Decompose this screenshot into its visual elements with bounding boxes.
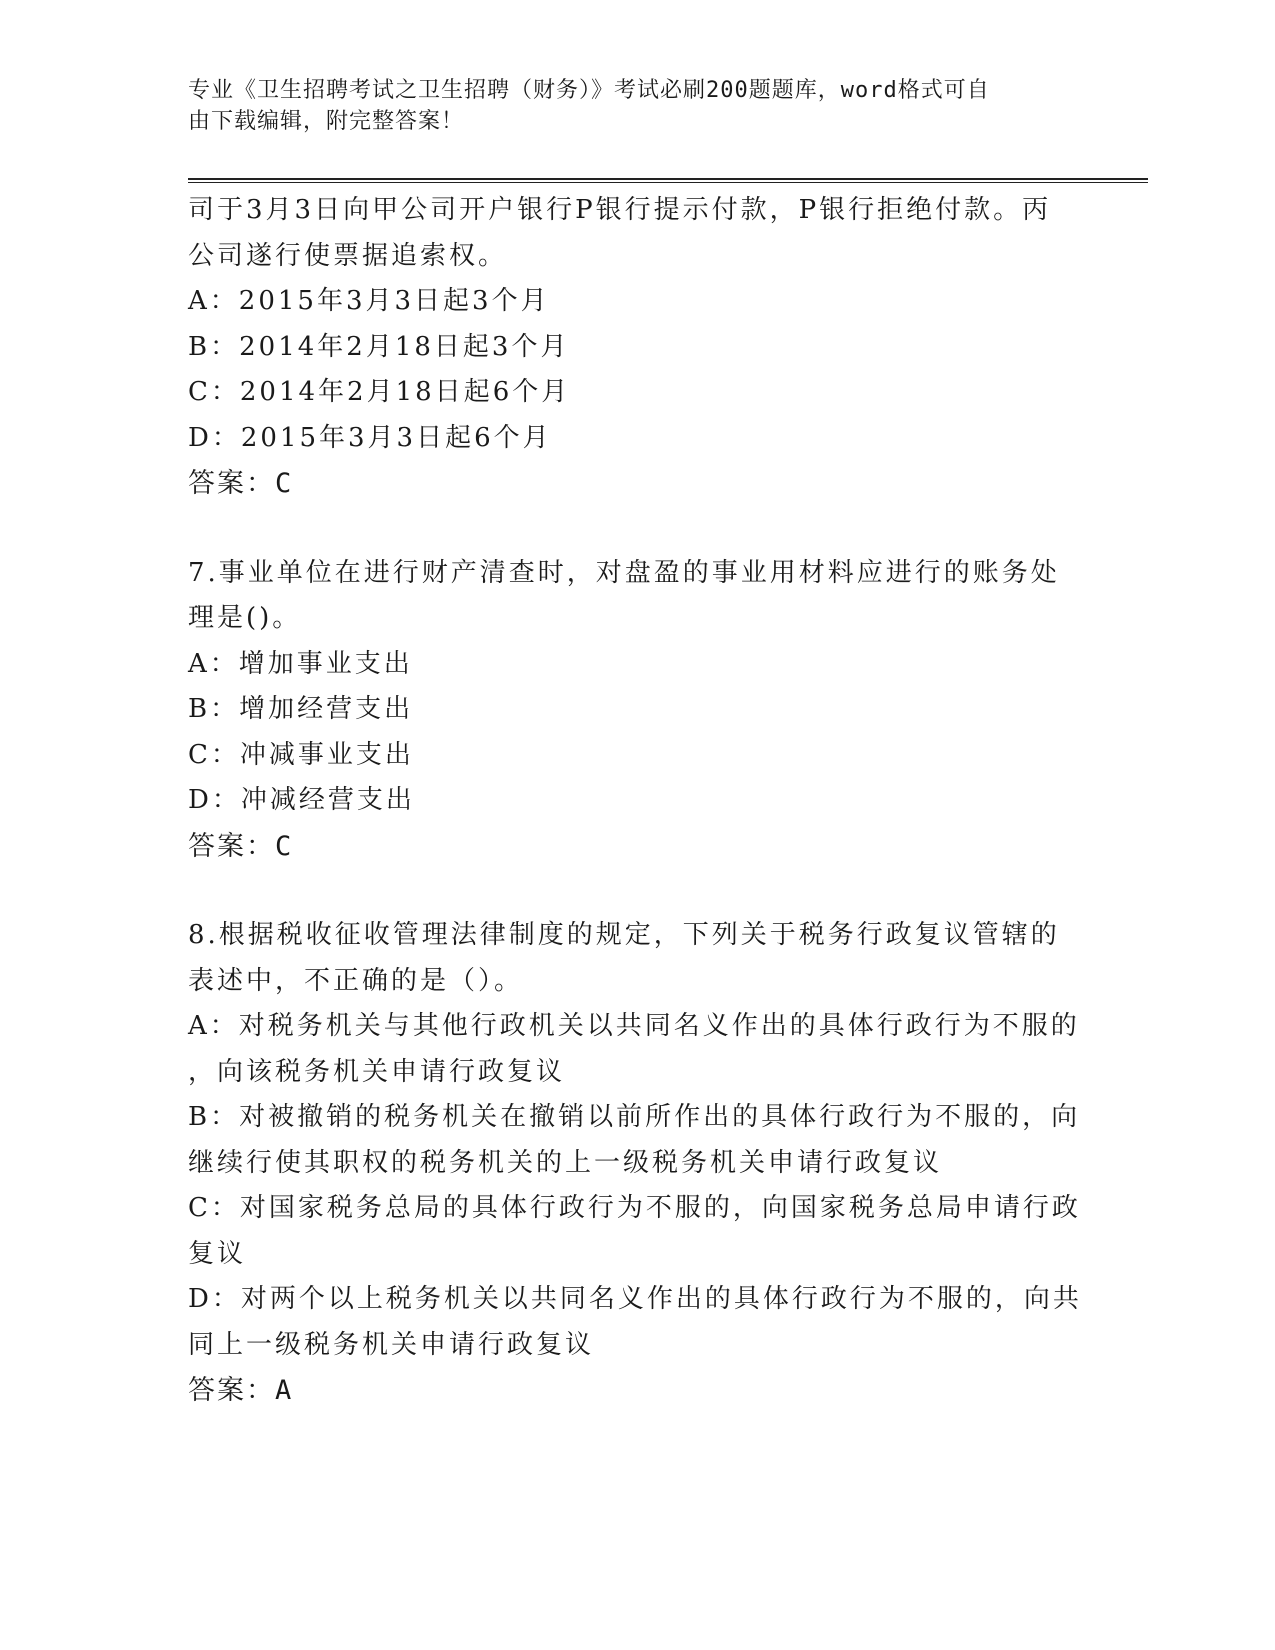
header-divider bbox=[188, 178, 1148, 183]
answer-line: 答案：C bbox=[188, 830, 294, 862]
question-stem: 8.根据税收征收管理法律制度的规定，下列关于税务行政复议管辖的 bbox=[188, 920, 1060, 950]
question-stem: 理是()。 bbox=[188, 603, 302, 633]
header-line-2: 由下载编辑，附完整答案！ bbox=[188, 109, 465, 134]
option-a: A：增加事业支出 bbox=[188, 648, 413, 679]
option-c: C：冲减事业支出 bbox=[188, 739, 414, 770]
option-a: A：2015年3月3日起3个月 bbox=[188, 286, 550, 316]
option-a-continued: ，向该税务机关申请行政复议 bbox=[188, 1056, 566, 1087]
header-line-1: 专业《卫生招聘考试之卫生招聘（财务）》考试必刷200题题库，word格式可自 bbox=[188, 78, 990, 103]
answer-line: 答案：C bbox=[188, 468, 294, 499]
spacer bbox=[188, 869, 1088, 913]
option-d: D：2015年3月3日起6个月 bbox=[188, 422, 552, 453]
spacer bbox=[188, 507, 1088, 551]
option-c: C：2014年2月18日起6个月 bbox=[188, 377, 571, 407]
question-6 bbox=[188, 188, 1088, 507]
question-7 bbox=[188, 551, 1088, 870]
question-stem-continued: 公司遂行使票据追索权。 bbox=[188, 240, 508, 271]
question-list bbox=[188, 188, 1088, 1414]
question-stem: 7.事业单位在进行财产清查时，对盘盈的事业用材料应进行的账务处 bbox=[188, 557, 1060, 588]
option-d-continued: 同上一级税务机关申请行政复议 bbox=[188, 1329, 595, 1360]
answer-line: 答案：A bbox=[188, 1375, 294, 1406]
option-c: C：对国家税务总局的具体行政行为不服的，向国家税务总局申请行政 bbox=[188, 1193, 1081, 1223]
option-d: D：对两个以上税务机关以共同名义作出的具体行政行为不服的，向共 bbox=[188, 1284, 1082, 1314]
option-d: D：冲减经营支出 bbox=[188, 785, 415, 815]
option-b: B：2014年2月18日起3个月 bbox=[188, 331, 570, 362]
option-a: A：对税务机关与其他行政机关以共同名义作出的具体行政行为不服的 bbox=[188, 1011, 1080, 1041]
question-stem: 表述中，不正确的是（）。 bbox=[188, 965, 524, 996]
document-header bbox=[188, 75, 1068, 137]
option-c-continued: 复议 bbox=[188, 1238, 247, 1269]
option-b: B：对被撤销的税务机关在撤销以前所作出的具体行政行为不服的，向 bbox=[188, 1102, 1081, 1132]
option-b-continued: 继续行使其职权的税务机关的上一级税务机关申请行政复议 bbox=[188, 1147, 943, 1178]
question-8 bbox=[188, 913, 1088, 1414]
question-stem-continued: 司于3月3日向甲公司开户银行P银行提示付款，P银行拒绝付款。丙 bbox=[188, 195, 1052, 225]
option-b: B：增加经营支出 bbox=[188, 694, 414, 724]
